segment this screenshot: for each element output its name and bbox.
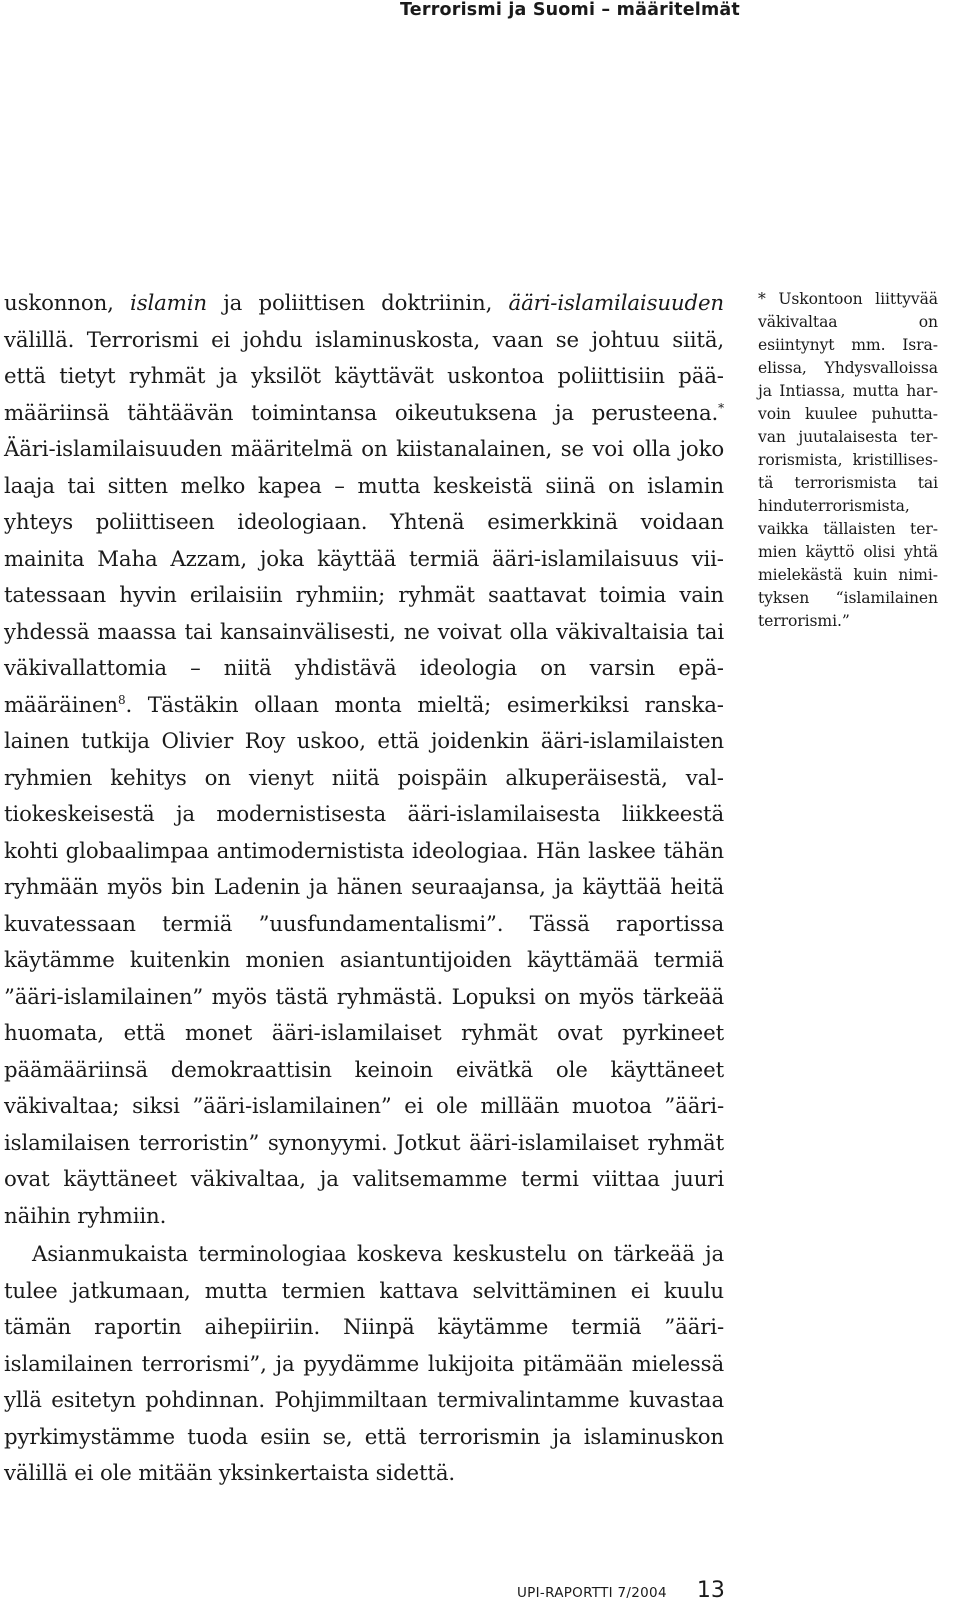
footer-publication-label: UPI-RAPORTTI 7/2004 [517,1585,667,1601]
p1-text-a: uskonnon, [4,291,131,316]
p1-text-b: ja poliittisen doktriinin, [206,291,509,316]
p1-text-c: välillä. Terrorismi ei johdu islaminuskosta, vaan se johtuu siitä, että tietyt ryhmät ja yksilöt käyttävät uskontoa poliittisiin päämääriinsä tähtäävän toimintansa oikeutuksena ja perusteena. [4,327,724,426]
main-text-column [4,286,724,1493]
page-number: 13 [696,1578,725,1603]
sidenote [758,288,938,633]
page-footer [517,1578,725,1603]
sidenote-marker: * [718,400,724,415]
paragraph-2: Asianmukaista terminologiaa koskeva keskustelu on tärkeää ja tulee jatkumaan, mutta termien kattava selvittäminen ei kuulu tämän raportin aihepiiriin. Niinpä käytämme termiä ”ääri-islamilainen terrorismi”, ja pyydämme lukijoita pitämään mielessä yllä esitetyn pohdinnan. Pohjimmiltaan termivalintamme kuvastaa pyrkimystämme tuoda esiin se, että terrorismin ja islaminuskon välillä ei ole mitään yksinkertaista sidettä. [4,1242,724,1486]
p1-text-d: Ääri-islamilaisuuden määritelmä on kiistanalainen, se voi olla joko laaja tai sitten melko kapea – mutta keskeistä siinä on islamin yhteys poliittiseen ideologiaan. Yhtenä esimerkkinä voidaan mainita Maha Azzam, joka käyttää termiä ääri-islamilaisuus viitatessaan hyvin erilaisiin ryhmiin; ryhmät saattavat toimia vain yhdessä maassa tai kansainvälisesti, ne voivat olla väkivaltaisia tai väkivallattomia – niitä yhdistävä ideologia on varsin epämääräinen [4,437,724,718]
sidenote-text: * Uskontoon liittyvää väkivaltaa on esiintynyt mm. Israelissa, Yhdysvalloissa ja Intiassa, mutta harvoin kuulee puhuttavan juutalaisesta terrorismista, kristillisestä terrorismista tai hinduterrorismista, vaikka tällaisten termien käyttö olisi yhtä mielekästä kuin nimityksen “islamilainen terrorismi.” [758,290,938,630]
p1-text-e: . Tästäkin ollaan monta mieltä; esimerkiksi ranskalainen tutkija Olivier Roy uskoo, että joidenkin ääri-islamilaisten ryhmien kehitys on vienyt niitä poispäin alkuperäisestä, valtiokeskeisestä ja modernistisesta ääri-islamilaisesta liikkeestä kohti globaalimpaa antimodernistista ideologiaa. Hän laskee tähän ryhmään myös bin Ladenin ja hänen seuraajansa, ja käyttää heitä kuvatessaan termiä ”uusfundamentalismi”. Tässä raportissa käytämme kuitenkin monien asiantuntijoiden käyttämää termiä ”ääri-islamilainen” myös tästä ryhmästä. Lopuksi on myös tärkeää huomata, että monet ääri-islamilaiset ryhmät ovat pyrkineet päämääriinsä demokraattisin keinoin eivätkä ole käyttäneet väkivaltaa; siksi ”ääri-islamilainen” ei ole millään muotoa ”ääri-islamilaisen terroristin” synonyymi. Jotkut ääri-islamilaiset ryhmät ovat käyttäneet väkivaltaa, ja valitsemamme termi viittaa juuri näihin ryhmiin. [4,692,724,1229]
p1-italic-extremism: ääri-islamilaisuuden [508,291,724,316]
paragraph-1 [4,286,724,1235]
p1-italic-islam: islamin [130,291,207,316]
running-header: Terrorismi ja Suomi – määritelmät [399,0,740,20]
footnote-ref-8: 8 [117,692,126,707]
